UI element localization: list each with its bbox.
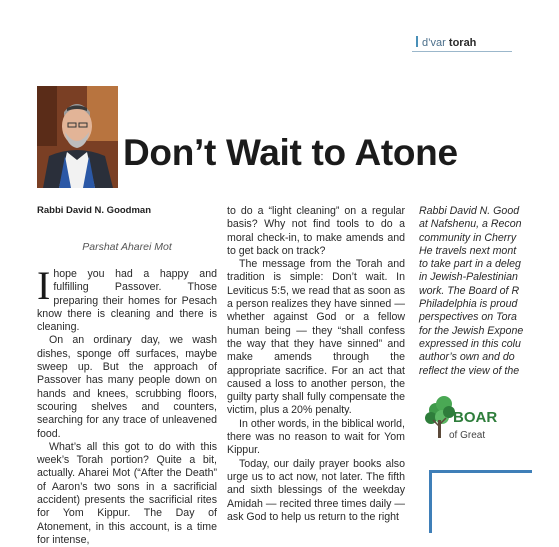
section-tag-rule [412,51,512,52]
paragraph: Today, our daily prayer books also urge us to act now, not later. The fifth and sixth blessings of the weekday Amidah — recited three times daily — ask God to help us return to the right [227,457,405,523]
author-photo [37,86,118,188]
parsha-name: Parshat Aharei Mot [82,241,172,253]
paragraph: to do a “light cleaning” on a regular basis? Why not find tools to do a moral check-in, to make amends and to get back on track? [227,205,405,257]
paragraph: The message from the Torah and tradition is simple: Don’t wait. In Leviticus 5:5, we read that as soon as a person realizes they have sinned — whether against God or a fellow human being — they “shall confess the way that they have sinned” and make amends through the appropriate sacrifice. For an act that caused a loss to another person, the guilty party shall fully compensate the victim, plus a 20% penalty. [227,258,405,417]
section-tag-prefix: d’var [422,37,449,49]
bio-line: expressed in this colu [419,337,521,350]
logo-subtitle: of Great [449,430,486,441]
paragraph [37,263,217,334]
logo-name: BOAR [453,409,498,426]
bio-line: to take part in a deleg [419,258,521,271]
section-tag-bold: torah [448,37,477,49]
author-bio [419,205,559,378]
bio-line: Philadelphia is proud [419,298,518,311]
section-tag-bar [416,36,418,47]
bio-line: for the Jewish Expone [419,324,524,337]
drop-cap: I [37,263,51,308]
promo-box-frame [429,470,532,533]
bio-line: community in Cherry [419,231,517,244]
bio-line: work. The Board of R [419,284,520,297]
paragraph-text: hope you had a happy and fulfilling Passover. Those preparing their homes for Pesach know there is cleaning and there is cleaning. [37,268,217,334]
bio-line: Rabbi David N. Good [419,205,520,217]
section-tag [416,36,476,49]
bio-line: author’s own and do [419,351,515,364]
article-title: Don’t Wait to Atone [123,132,458,173]
paragraph: On an ordinary day, we wash dishes, sponge off surfaces, maybe sweep up. But the approach of Passover has many people down on hands and knees, scrubbing floors, scouring shelves and counters, searching for any trace of unleavened food. [37,334,217,440]
paragraph: What’s all this got to do with this week’s Torah portion? Quite a bit, actually. Aharei Mot (“After the Death” of Aaron’s two sons in a sacrificial accident) presents the sacrificial rites for Yom Kippur. The Day of Atonement, in this account, is a time for intense, [37,440,217,546]
article-column-2 [227,205,405,524]
article-column-1 [37,263,217,547]
paragraph: In other words, in the biblical world, there was no reason to wait for Yom Kippur. [227,417,405,457]
bio-line: perspectives on Tora [419,311,517,324]
bio-line: reflect the view of the [419,364,520,377]
author-photo-image [37,86,118,188]
bio-line: in Jewish-Palestinian [419,271,518,284]
bio-line: at Nafshenu, a Recon [419,218,522,231]
bio-line: He travels next mont [419,244,517,257]
author-byline: Rabbi David N. Goodman [37,205,152,216]
